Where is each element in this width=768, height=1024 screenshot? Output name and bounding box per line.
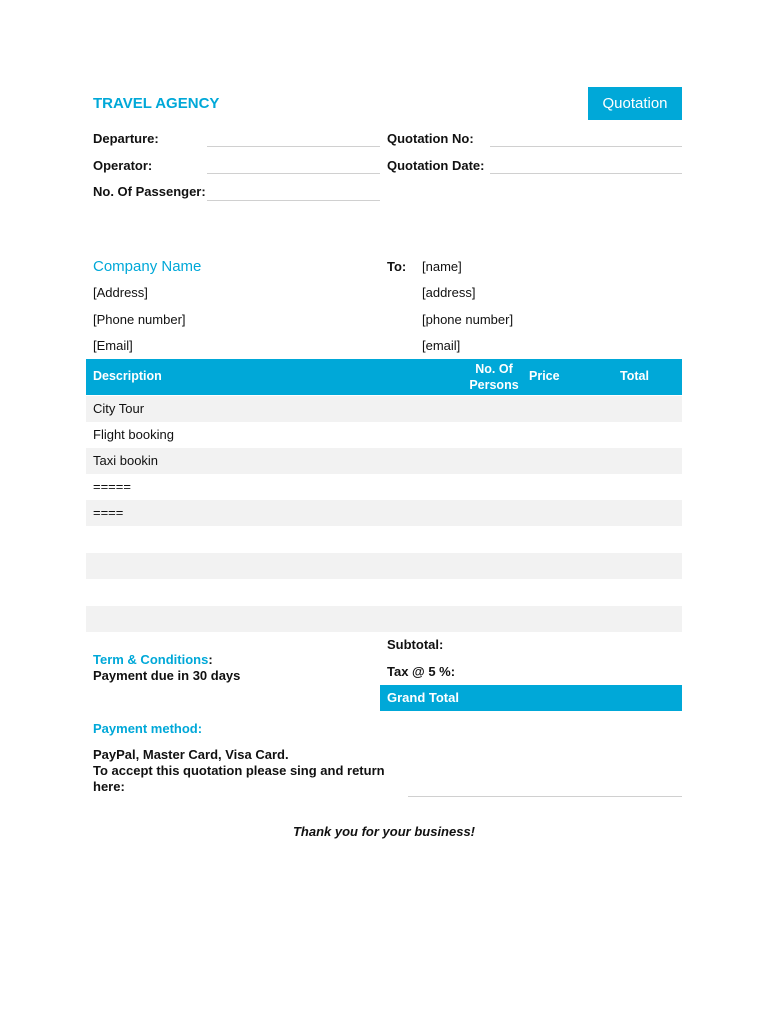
subtotal-label: Subtotal: (387, 637, 444, 652)
row-description: City Tour (93, 401, 145, 416)
company-address: [Address] (93, 285, 148, 300)
row-description: Taxi bookin (93, 453, 159, 468)
terms-colon: : (208, 652, 213, 667)
departure-field[interactable] (207, 146, 380, 147)
agency-title: TRAVEL AGENCY (93, 95, 220, 112)
terms-heading (93, 652, 213, 667)
terms-title: Term & Conditions (93, 652, 209, 667)
table-row (86, 553, 682, 579)
col-persons-line1: No. Of (475, 362, 513, 376)
table-row (86, 606, 682, 632)
quotation-badge (588, 87, 682, 120)
grand-total-bar (380, 685, 682, 711)
quotation-date-field[interactable] (490, 173, 682, 174)
operator-field[interactable] (207, 173, 380, 174)
quotation-badge-label: Quotation (602, 95, 668, 112)
quotation-no-field[interactable] (490, 146, 682, 147)
passengers-label: No. Of Passenger: (93, 184, 206, 199)
departure-label: Departure: (93, 131, 159, 146)
table-row (86, 448, 682, 474)
quotation-date-label: Quotation Date: (387, 158, 485, 173)
col-description: Description (93, 369, 162, 383)
client-phone: [phone number] (422, 312, 514, 327)
col-total: Total (620, 369, 649, 383)
payment-methods: PayPal, Master Card, Visa Card. (93, 747, 289, 762)
payment-title: Payment method: (93, 721, 203, 736)
row-description: ===== (93, 479, 131, 494)
table-row (86, 500, 682, 526)
table-header (86, 359, 682, 395)
table-row (86, 396, 682, 422)
passengers-field[interactable] (207, 200, 380, 201)
signature-line[interactable] (408, 796, 682, 797)
client-address: [address] (422, 285, 476, 300)
client-name: [name] (422, 259, 462, 274)
sign-instruction-line1: To accept this quotation please sing and return (93, 763, 385, 778)
grand-total-label: Grand Total (387, 690, 459, 705)
company-phone: [Phone number] (93, 312, 186, 327)
table-row (86, 474, 682, 500)
tax-label: Tax @ 5 %: (387, 664, 456, 679)
terms-text: Payment due in 30 days (93, 668, 241, 683)
sign-instruction-line2: here: (93, 779, 125, 794)
table-row (86, 527, 682, 553)
to-label: To: (387, 259, 407, 274)
col-persons-line2: Persons (469, 378, 519, 392)
table-row (86, 579, 682, 605)
company-name: Company Name (93, 258, 202, 275)
operator-label: Operator: (93, 158, 153, 173)
thank-you-note: Thank you for your business! (292, 824, 476, 839)
quotation-no-label: Quotation No: (387, 131, 474, 146)
row-description: ==== (93, 505, 124, 520)
col-price: Price (529, 369, 560, 383)
table-row (86, 422, 682, 448)
client-email: [email] (422, 338, 461, 353)
company-email: [Email] (93, 338, 133, 353)
row-description: Flight booking (93, 427, 174, 442)
